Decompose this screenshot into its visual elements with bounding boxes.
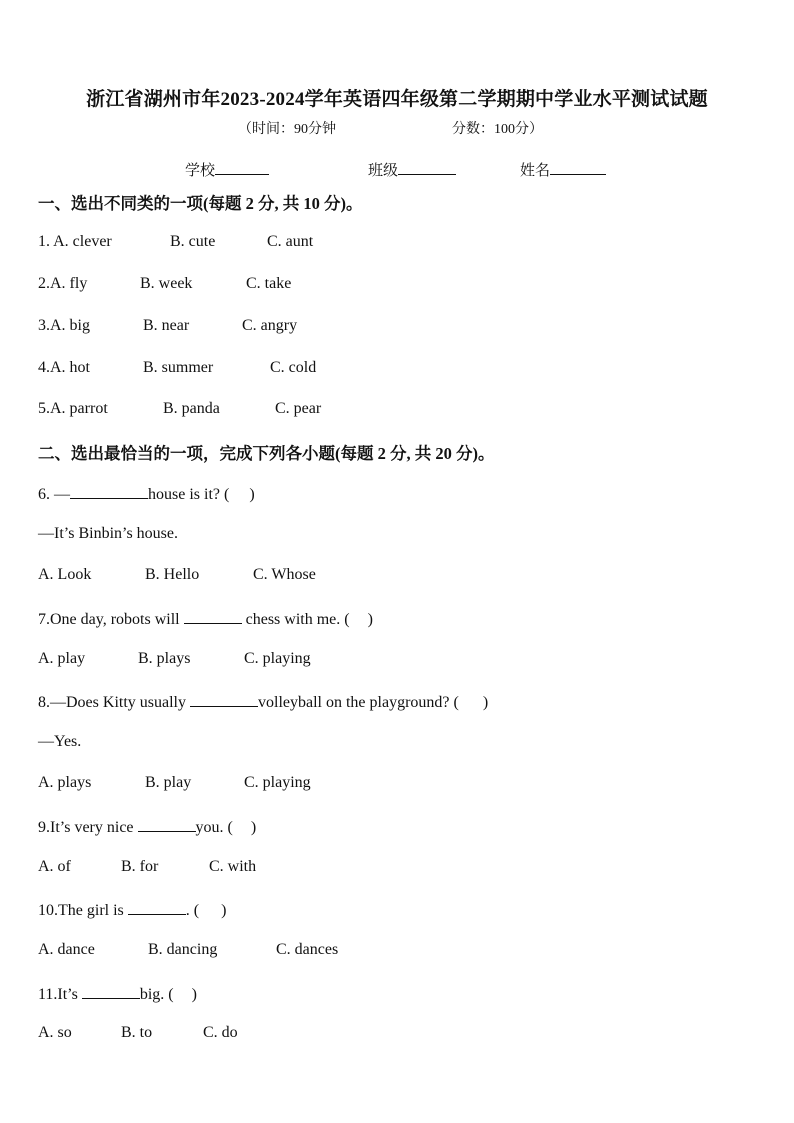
option-c[interactable]: C. playing (244, 650, 311, 667)
question-stem: . ( (185, 902, 200, 919)
option-b[interactable]: B. dancing (148, 941, 218, 958)
option-c[interactable]: C. angry (242, 317, 298, 334)
question-4 (38, 359, 90, 377)
option-b[interactable]: B. Hello (145, 566, 200, 583)
option-c[interactable]: C. pear (275, 400, 322, 417)
option-b[interactable]: B. panda (163, 400, 220, 417)
question-stem: 10.The girl is (38, 902, 128, 919)
option-c[interactable]: C. with (209, 858, 257, 875)
school-label: 学校 (185, 163, 216, 179)
exam-score: 分数：100分） (452, 122, 543, 137)
option-c[interactable]: C. do (203, 1024, 238, 1041)
paren-close: ) (482, 694, 489, 711)
name-field (520, 159, 606, 180)
question-10 (38, 899, 226, 920)
answer-blank[interactable] (70, 483, 148, 499)
option-c[interactable]: C. dances (276, 941, 339, 958)
question-8-reply: —Yes. (38, 733, 82, 750)
name-blank[interactable] (550, 160, 606, 175)
option-a[interactable]: A. fly (50, 275, 88, 292)
question-stem: chess with me. ( (241, 611, 350, 628)
answer-blank[interactable] (82, 983, 140, 999)
option-b[interactable]: B. week (140, 275, 193, 292)
option-c[interactable]: C. cold (270, 359, 317, 376)
option-a[interactable]: A. so (38, 1024, 72, 1041)
question-7 (38, 608, 373, 629)
question-stem: 9.It’s very nice (38, 819, 138, 836)
paren-close: ) (249, 486, 255, 503)
name-label: 姓名 (520, 163, 551, 179)
answer-blank[interactable] (138, 816, 196, 832)
answer-blank[interactable] (190, 691, 258, 707)
question-number: 3. (38, 317, 50, 334)
class-field (368, 159, 456, 180)
question-number: 2. (38, 275, 50, 292)
question-11 (38, 983, 197, 1004)
school-field (185, 159, 269, 180)
option-b[interactable]: B. cute (170, 233, 216, 250)
section-2-heading: 二、选出最恰当的一项，完成下列各小题(每题 2 分, 共 20 分)。 (38, 444, 495, 463)
option-a[interactable]: A. of (38, 858, 71, 875)
option-a[interactable]: A. Look (38, 566, 92, 583)
question-stem: 7.One day, robots will (38, 611, 184, 628)
school-blank[interactable] (215, 160, 269, 175)
question-6-reply: —It’s Binbin’s house. (38, 525, 179, 542)
option-a[interactable]: A. plays (38, 774, 92, 791)
question-6 (38, 483, 255, 504)
question-stem: big. ( (139, 986, 174, 1003)
question-5 (38, 400, 108, 418)
option-a[interactable]: A. parrot (50, 400, 108, 417)
question-stem: house is it? ( (148, 486, 230, 503)
question-stem: you. ( (195, 819, 233, 836)
option-c[interactable]: C. aunt (267, 233, 314, 250)
question-3 (38, 317, 90, 335)
option-b[interactable]: B. to (121, 1024, 153, 1041)
option-b[interactable]: B. summer (143, 359, 214, 376)
option-a[interactable]: A. play (38, 650, 86, 667)
question-number: 5. (38, 400, 50, 417)
paren-close: ) (221, 902, 227, 919)
option-a[interactable]: A. dance (38, 941, 95, 958)
class-blank[interactable] (398, 160, 456, 175)
option-c[interactable]: C. playing (244, 774, 311, 791)
option-b[interactable]: B. plays (138, 650, 191, 667)
question-stem: 8.—Does Kitty usually (38, 694, 190, 711)
question-8 (38, 691, 488, 712)
question-9 (38, 816, 256, 837)
section-1-heading: 一、选出不同类的一项(每题 2 分, 共 10 分)。 (38, 194, 363, 213)
option-b[interactable]: B. near (143, 317, 190, 334)
paren-close: ) (250, 819, 257, 836)
answer-blank[interactable] (128, 899, 186, 915)
question-stem: 6. — (38, 486, 70, 503)
class-label: 班级 (368, 163, 399, 179)
paren-close: ) (191, 986, 197, 1003)
question-1 (38, 233, 112, 251)
exam-title: 浙江省湖州市年2023-2024学年英语四年级第二学期期中学业水平测试试题 (86, 89, 708, 110)
paren-close: ) (367, 611, 373, 628)
question-number: 4. (38, 359, 50, 376)
question-stem: volleyball on the playground? ( (258, 694, 459, 711)
option-b[interactable]: B. for (121, 858, 159, 875)
option-a[interactable]: A. hot (50, 359, 90, 376)
question-number: 1. (38, 233, 54, 250)
question-stem: 11.It’s (38, 986, 82, 1003)
answer-blank[interactable] (184, 608, 242, 624)
option-a[interactable]: A. big (50, 317, 90, 334)
exam-time: （时间：90分钟 (238, 122, 336, 137)
option-c[interactable]: C. take (246, 275, 292, 292)
option-c[interactable]: C. Whose (253, 566, 316, 583)
option-a[interactable]: A. clever (53, 233, 112, 250)
question-2 (38, 275, 87, 293)
option-b[interactable]: B. play (145, 774, 192, 791)
